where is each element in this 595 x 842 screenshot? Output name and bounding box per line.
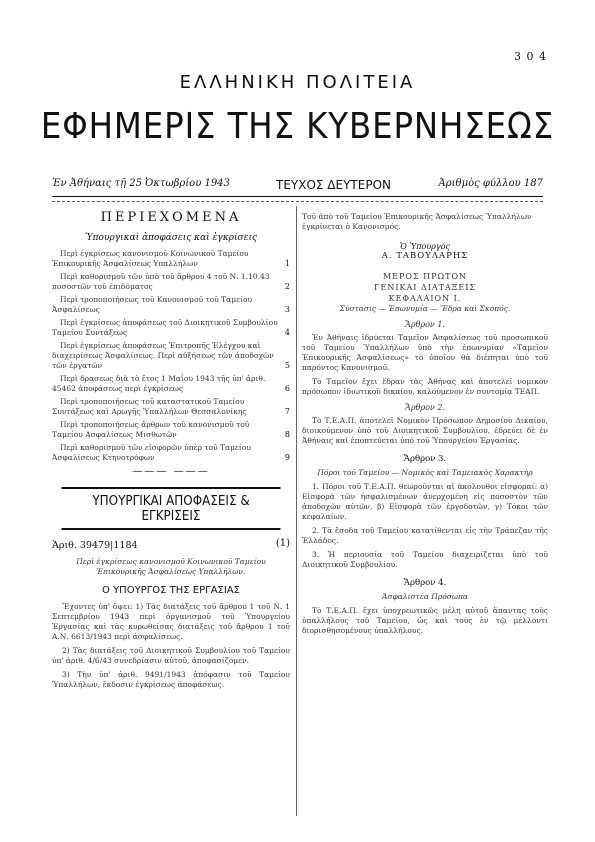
decision-paragraph: 2) Τὰς διατάξεις τοῦ Διοικητικοῦ Συμβουλίου τοῦ Ταμείου ὑπ' ἀριθ. 4/6/43 συνεδρίασιν αὐτοῦ, ἀποφασίζομεν. (52, 646, 290, 665)
decision-number: Ἀριθ. 39479|1184 (1) (52, 538, 290, 551)
article-heading: Ἄρθρον 4. (403, 578, 447, 588)
article-paragraph: Τὸ Τ.Ε.Α.Π. ἔχει ὑποχρεωτικῶς μέλη αὐτοῦ ἅπαντας τοὺς ὑπαλλήλους τοῦ Ταμείου, ὡς καὶ τοὺς ἐν τῷ μέλλοντι διορισθησομένους ὑπαλλήλους. (302, 606, 548, 635)
article-heading: Ἄρθρον 2. (405, 403, 445, 412)
part-heading: ΓΕΝΙΚΑΙ ΔΙΑΤΑΞΕΙΣ (373, 283, 477, 292)
toc-item: Περὶ καθορισμοῦ τῶν ὑπὸ τοῦ ἄρθρου 4 τοῦ Ν. 1.10.43 ποσοστῶν τοῦ ἐπιδόματος 2 (52, 272, 290, 291)
toc-item: Περὶ ἐγκρίσεως ἀποφάσεως τοῦ Διοικητικοῦ Συμβουλίου Ταμείου Συντάξεως 4 (52, 318, 290, 337)
part-subtitle: Σύστασις — Ἐπωνυμία — Ἕδρα καὶ Σκοπός. (339, 304, 511, 313)
part-heading: ΜΕΡΟΣ ΠΡΩΤΟΝ (382, 272, 468, 281)
contents-subtitle: Ὑπουργικαὶ ἀποφάσεις καὶ ἐγκρίσεις (84, 233, 258, 243)
article-heading: Ἄρθρον 1. (405, 320, 445, 329)
article-paragraph: Τὸ Τ.Ε.Α.Π. ἀποτελεῖ Νομικὸν Πρόσωπον Δημοσίου Δικαίου, διοικούμενον ὑπὸ τοῦ Διοικητικοῦ Συμβουλίου, ἐδρεύει δὲ ἐν Ἀθήναις καὶ ἐποπτεύεται ὑπὸ τοῦ Ὑπουργείου Ἐργασίας. (302, 416, 548, 445)
header-divider (52, 201, 543, 202)
sheet-number: Ἀριθμὸς φύλλου 187 (438, 178, 543, 189)
page-number: 3 0 4 (514, 50, 547, 63)
toc-page: 8 (284, 430, 290, 439)
article-paragraph: Ἐν Ἀθήναις ἱδρύεται Ταμεῖον Ἀσφαλίσεως τοῦ προσωπικοῦ τοῦ Ταμείου Ὑπαλλήλων ὑπὸ τὴν ἐπωνυμίαν «Ταμεῖον Ἐπικουρικῆς Ἀσφαλίσεως» τὸ ὁποῖον θὰ διέπηται ὑπὸ τοῦ παρόντος Κανονισμοῦ. (302, 333, 548, 372)
toc-page: 3 (284, 305, 290, 314)
article-subtitle: Ἀσφαλιστέα Πρόσωπα (382, 592, 468, 601)
toc-item: Περὶ ἐγκρίσεως ἀποφάσεως Ἐπιτροπῆς Ἐλέγχου καὶ διαχειρίσεως Ἀσφαλίσεως. Περὶ αὐξήσεως τῶν ἀποδοχῶν τῶν ἐργατῶν 5 (52, 341, 290, 370)
article-paragraph: Τὸ Ταμεῖον ἔχει ἕδραν τὰς Ἀθήνας καὶ ἀποτελεῖ νομικὸν πρόσωπον ἰδιωτικοῦ δικαίου, καλούμενον ἐν συντομίᾳ ΤΕΑΠ. (302, 377, 548, 396)
part-heading: ΚΕΦΑΛΑΙΟΝ Ι. (388, 294, 462, 303)
toc-page: 5 (284, 361, 290, 370)
decision-subject: Περὶ ἐγκρίσεως κανονισμοῦ Κοινωνικοῦ Ταμείου Ἐπικουρικῆς Ἀσφαλίσεως Υπαλλήλων. (76, 557, 266, 576)
article-paragraph: 1. Πόροι τοῦ Τ.Ε.Α.Π. θεωροῦνται αἱ ἀκόλουθοι εἰσφοραί: α) Εἰσφορὰ τῶν ἠσφαλισμένων ἀνερχομένη εἰς ποσοστὸν τῶν ἀποδοχῶν αὐτῶν, β) Εἰσφορὰ τῶν ἐργοδοτῶν, γ) Τόκοι τῶν κεφαλαίων. (302, 482, 548, 521)
toc-page: 7 (284, 407, 290, 416)
toc-item: Περὶ τροποποιήσεως ἄρθρων τοῦ κανονισμοῦ τοῦ Ταμείου Ασφαλίσεως Μισθωτῶν 8 (52, 420, 290, 439)
signature-name: Α. ΤΑΒΟΥΛΑΡΗΣ (381, 251, 469, 261)
left-column (52, 208, 290, 818)
signature-label: Ὁ Ὑπουργός (400, 242, 450, 251)
toc-item: Περὶ ἐγκρίσεως κανονισμοῦ Κοινωνικοῦ Ταμείου Ἐπικουρικῆς Ἀσφαλίσεως Υπαλλήλων 1 (52, 249, 290, 268)
right-column (302, 212, 548, 822)
toc-item: Περὶ δρασεως διὰ τὸ ἔτος 1 Μαΐου 1943 τῆς ὑπ' ἀριθ. 45462 ἀποφάσεως περὶ ἐγκρίσεως 6 (52, 374, 290, 393)
decision-tag: (1) (275, 538, 290, 549)
decision-paragraph: Ἔχοντες ὑπ' ὄψει: 1) Τὰς διατάξεις τοῦ ἄρθρου 1 τοῦ Ν. 1 Σεπτεμβρίου 1943 περὶ ὀργανισμοῦ τοῦ Ὑπουργείου Ἐργασίας καὶ τὰς κυρωθείσας διατάξεις τοῦ ἄρθρου 1 τοῦ Α.Ν. 6613/1943 περὶ ἀσφαλίσεως. (52, 602, 290, 641)
decision-paragraph: 3) Τὴν ὑπ' ἀριθ. 9491/1943 ἀπόφασιν τοῦ Ταμείου Ὑπαλλήλων, ἔκδοσιν ἐγκρίσεως ἀποφάσεως. (52, 670, 290, 689)
toc-item: Περὶ καθορισμοῦ τῶν εἰσφορῶν ὑπὲρ τοῦ Ταμείου Ἀσφαλίσεως Κτηνοτρόφων 9 (52, 443, 290, 462)
article-paragraph: 2. Τὰ ἔσοδα τοῦ Ταμείου κατατίθενται εἰς τὴν Τράπεζαν τῆς Ἑλλάδος. (302, 526, 548, 545)
toc-item: Περὶ τροποποιήσεως τοῦ καταστατικοῦ Ταμείου Συντάξεως καὶ Αρωγῆς Ὑπαλλήλων Θεσσαλονίκης 7 (52, 397, 290, 416)
government-heading: ΕΛΛΗΝΙΚΗ ΠΟΛΙΤΕΙΑ (179, 72, 416, 93)
toc-page: 1 (284, 259, 290, 268)
decisions-section-title: ΥΠΟΥΡΓΙΚΑΙ ΑΠΟΦΑΣΕΙΣ & ΕΓΚΡΙΣΕΙΣ (62, 487, 281, 530)
toc-page: 4 (284, 328, 290, 337)
dateline (52, 178, 543, 197)
article-subtitle: Πόροι τοῦ Ταμείου — Νομικὸς καὶ Ταμειακὸς Χαρακτὴρ (317, 468, 533, 477)
toc-page: 6 (284, 384, 290, 393)
contents-end-marker: ——— ——— (132, 466, 210, 477)
article-heading: Ἄρθρον 3. (403, 454, 447, 464)
gazette-title: ΕΦΗΜΕΡΙΣ ΤΗΣ ΚΥΒΕΡΝΗΣΕΩΣ (40, 106, 555, 147)
toc-item: Περὶ τροποποιήσεως τοῦ Κανονισμοῦ τοῦ Ταμείου Ἀσφαλίσεως 3 (52, 295, 290, 314)
toc-page: 2 (284, 282, 290, 291)
issue-date: Ἐν Ἀθήναις τῇ 25 Ὀκτωβρίου 1943 (52, 178, 230, 189)
column-divider (296, 206, 297, 816)
contents-title: ΠΕΡΙΕΧΟΜΕΝΑ (100, 210, 242, 225)
toc-page: 9 (284, 453, 290, 462)
article-paragraph: 3. Ἡ περιουσία τοῦ Ταμείου διαχειρίζεται ὑπὸ τοῦ Διοικητικοῦ Συμβουλίου. (302, 550, 548, 569)
decision-intro: Τοῦ ἀπὸ τοῦ Ταμείου Ἐπικουρικῆς Ἀσφαλίσεως Ὑπαλλήλων ἐγκρίνεται ὁ Κανονισμός. (302, 212, 532, 231)
minister-heading: Ο ΥΠΟΥΡΓΟΣ ΤΗΣ ΕΡΓΑΣΙΑΣ (102, 585, 240, 596)
issue-volume: ΤΕΥΧΟΣ ΔΕΥΤΕΡΟΝ (276, 178, 391, 192)
